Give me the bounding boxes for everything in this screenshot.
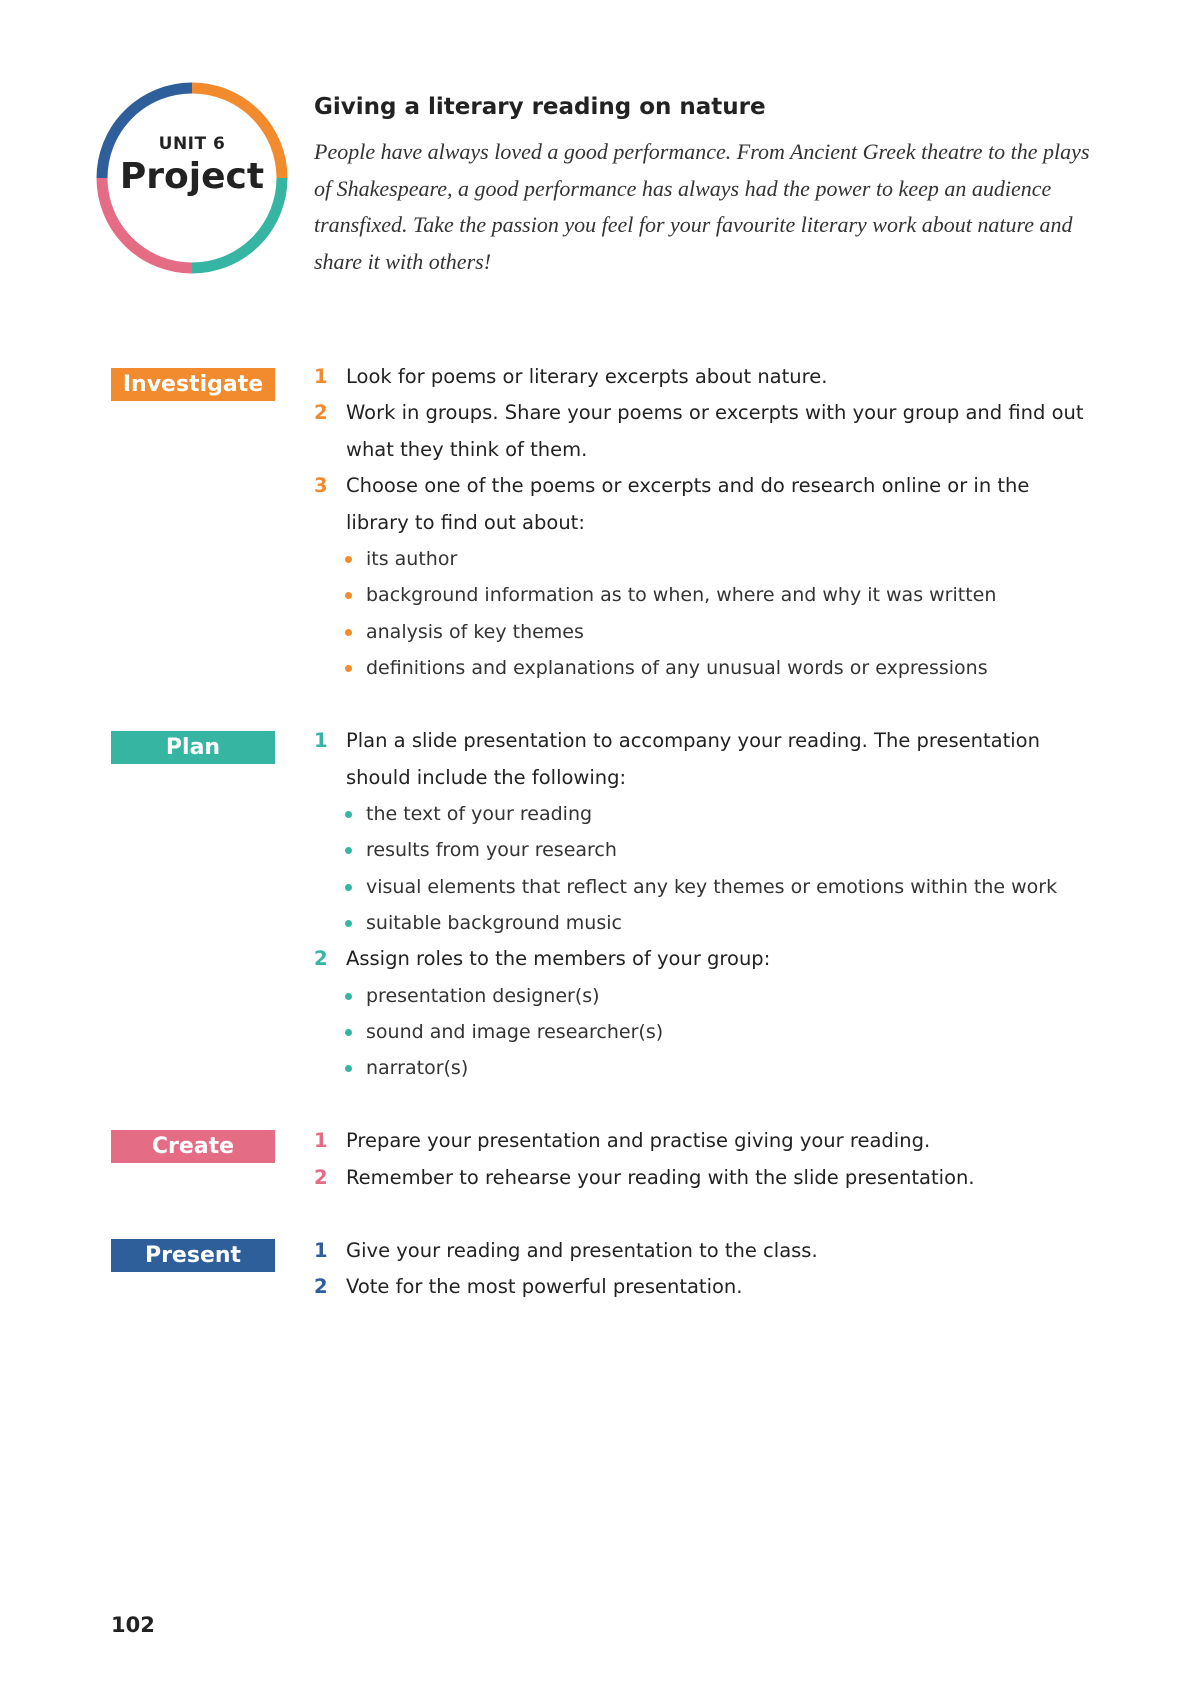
section-label-create: Create (111, 1130, 275, 1163)
investigate-item-2 (314, 395, 1094, 468)
item-number: 2 (314, 1166, 328, 1189)
item-number: 1 (314, 729, 328, 752)
section-label-investigate: Investigate (111, 368, 275, 401)
create-item-2 (314, 1160, 1094, 1197)
list-item: suitable background music (345, 905, 622, 942)
item-text: Assign roles to the members of your group: (346, 947, 771, 970)
bullet-icon (345, 811, 352, 818)
bullet-icon (345, 629, 352, 636)
list-item: sound and image researcher(s) (345, 1014, 663, 1051)
item-number: 2 (314, 401, 328, 424)
bullet-icon (345, 1065, 352, 1072)
item-number: 1 (314, 1239, 328, 1262)
intro-paragraph: People have always loved a good performance. From Ancient Greek theatre to the plays of Shakespeare, a good performance has always had the power to keep an audience transfixed. Take the passion you feel for your favourite literary work about nature and share it with others! (314, 139, 1090, 274)
item-text: Prepare your presentation and practise giving your reading. (346, 1129, 931, 1152)
list-item: results from your research (345, 832, 617, 869)
bullet-icon (345, 592, 352, 599)
item-text: Vote for the most powerful presentation. (346, 1275, 743, 1298)
item-text: Give your reading and presentation to the class. (346, 1239, 818, 1262)
present-item-1 (314, 1233, 1094, 1270)
bullet-icon (345, 665, 352, 672)
bullet-icon (345, 920, 352, 927)
item-text: Plan a slide presentation to accompany your reading. The presentation should include the following: (346, 729, 1040, 789)
list-item: visual elements that reflect any key themes or emotions within the work (345, 869, 1057, 906)
unit-number: UNIT 6 (158, 134, 226, 154)
item-text: Remember to rehearse your reading with the slide presentation. (346, 1166, 975, 1189)
list-item: analysis of key themes (345, 614, 584, 651)
list-item: narrator(s) (345, 1050, 468, 1087)
item-number: 2 (314, 947, 328, 970)
item-number: 1 (314, 1129, 328, 1152)
item-number: 2 (314, 1275, 328, 1298)
item-text: Choose one of the poems or excerpts and do research online or in the library to find out about: (346, 474, 1030, 534)
present-item-2 (314, 1269, 1094, 1306)
bullet-icon (345, 1029, 352, 1036)
unit-title: Project (119, 156, 265, 197)
create-item-1 (314, 1123, 1094, 1160)
section-label-present: Present (111, 1239, 275, 1272)
item-number: 3 (314, 474, 328, 497)
section-label-plan: Plan (111, 731, 275, 764)
unit-badge (94, 80, 290, 276)
investigate-item-3 (314, 468, 1094, 541)
item-number: 1 (314, 365, 328, 388)
list-item: the text of your reading (345, 796, 592, 833)
item-text: Work in groups. Share your poems or excerpts with your group and find out what they think of them. (346, 401, 1084, 461)
list-item: definitions and explanations of any unusual words or expressions (345, 650, 988, 687)
bullet-icon (345, 847, 352, 854)
list-item: its author (345, 541, 457, 578)
investigate-item-1 (314, 359, 1094, 396)
bullet-icon (345, 556, 352, 563)
plan-item-1 (314, 723, 1094, 796)
list-item: presentation designer(s) (345, 978, 600, 1015)
bullet-icon (345, 993, 352, 1000)
page-heading: Giving a literary reading on nature (314, 94, 766, 120)
page-number: 102 (111, 1613, 155, 1637)
list-item: background information as to when, where and why it was written (345, 577, 996, 614)
item-text: Look for poems or literary excerpts about nature. (346, 365, 828, 388)
plan-item-2 (314, 941, 1094, 978)
bullet-icon (345, 884, 352, 891)
